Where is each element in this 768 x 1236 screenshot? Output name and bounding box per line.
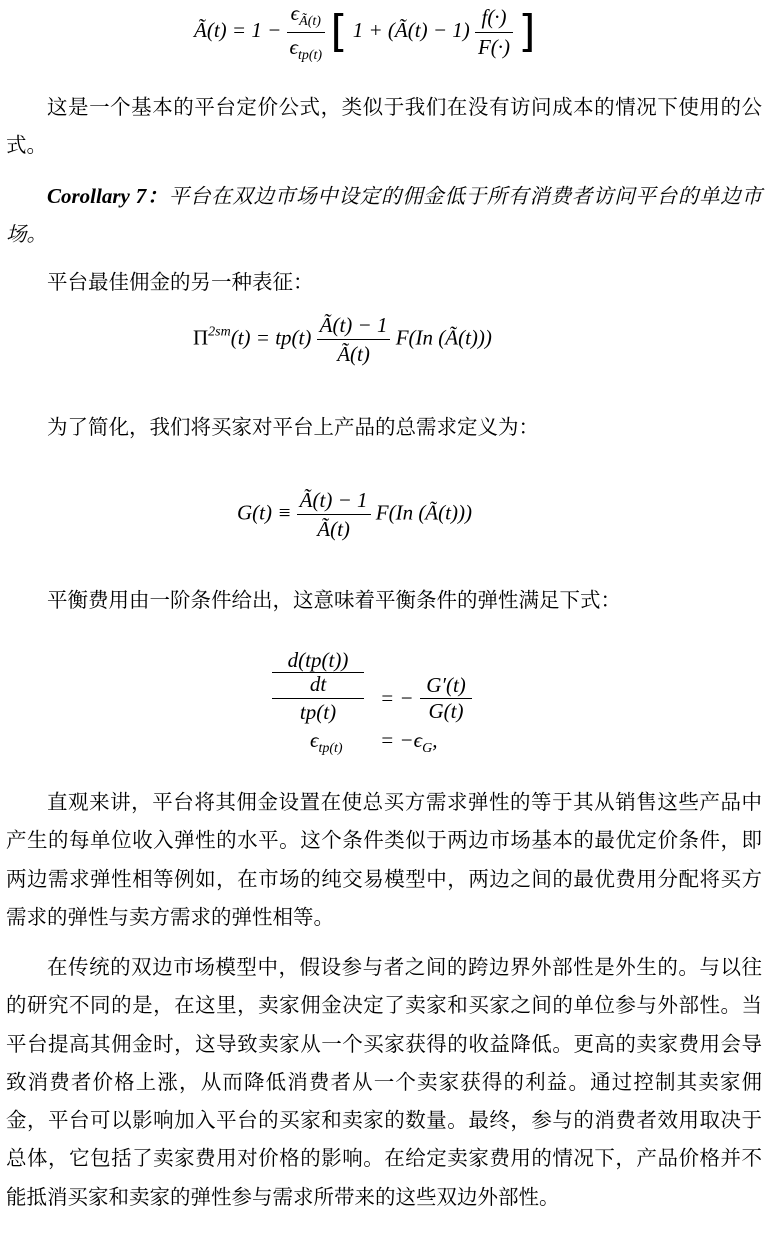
paragraph-5: 直观来讲，平台将其佣金设置在使总买方需求弹性的等于其从销售这些产品中产生的每单位收入弹性的水平。这个条件类似于两边市场基本的最优定价条件，即两边需求弹性相等例如，在市场的纯交易模型中，两边之间的最优费用分配将买方需求的弹性与卖方需求的弹性相等。: [6, 790, 762, 929]
paragraph-2: 平台最佳佣金的另一种表征：: [47, 270, 314, 294]
corollary-label: Corollary 7：: [47, 184, 169, 208]
paragraph-4: 平衡费用由一阶条件给出，这意味着平衡条件的弹性满足下式：: [47, 588, 621, 612]
equation-4: d(tp(t)) dt tp(t) = − G′(t) G(t) $\epsilon_{tp(t)}$ = $-\epsilon_G$,: [272, 648, 492, 758]
paragraph-3: 为了简化，我们将买家对平台上产品的总需求定义为：: [47, 415, 539, 439]
eq1-inner: 1 + (Ã(t) − 1): [352, 17, 470, 42]
paragraph-1: 这是一个基本的平台定价公式，类似于我们在没有访问成本的情况下使用的公式。: [6, 95, 762, 158]
corollary-7: [6, 177, 762, 254]
equation-3: G(t) ≡ $\frac{Ã(t) - 1}{Ã(t)}$ F(In (Ã(t))): [237, 488, 472, 542]
eq1-lhs: Ã(t) = 1 −: [194, 17, 282, 42]
equation-2: $\Pi^{2sm}(t) = tp(t)$ $\frac{Ã(t) - 1}{Ã(t)}$ F(In (Ã(t))): [193, 313, 492, 367]
eq1-fraction: $\frac{\epsilon_{Ã(t)}}{\epsilon_{tp(t)}}$: [287, 0, 326, 64]
corollary-text: 平台在双边市场中设定的佣金低于所有消费者访问平台的单边市场。: [6, 184, 762, 247]
paragraph-6: 在传统的双边市场模型中，假设参与者之间的跨边界外部性是外生的。与以往的研究不同的是，在这里，卖家佣金决定了卖家和买家之间的单位参与外部性。当平台提高其佣金时，这导致卖家从一个买家获得的收益降低。更高的卖家费用会导致消费者价格上涨，从而降低消费者从一个卖家获得的利益。通过控制其卖家佣金，平台可以影响加入平台的买家和卖家的数量。最终，参与的消费者效用取决于总体，它包括了卖家费用对价格的影响。在给定卖家费用的情况下，产品价格并不能抵消买家和卖家的弹性参与需求所带来的这些双边外部性。: [6, 955, 762, 1209]
equation-1: Ã(t) = 1 − $\frac{\epsilon_{Ã(t)}}{\epsilon_{tp(t)}}$ [ 1 + (Ã(t) − 1) $\frac{f(\cdot)}{F(\cdot)}$ ]: [194, 1, 536, 63]
